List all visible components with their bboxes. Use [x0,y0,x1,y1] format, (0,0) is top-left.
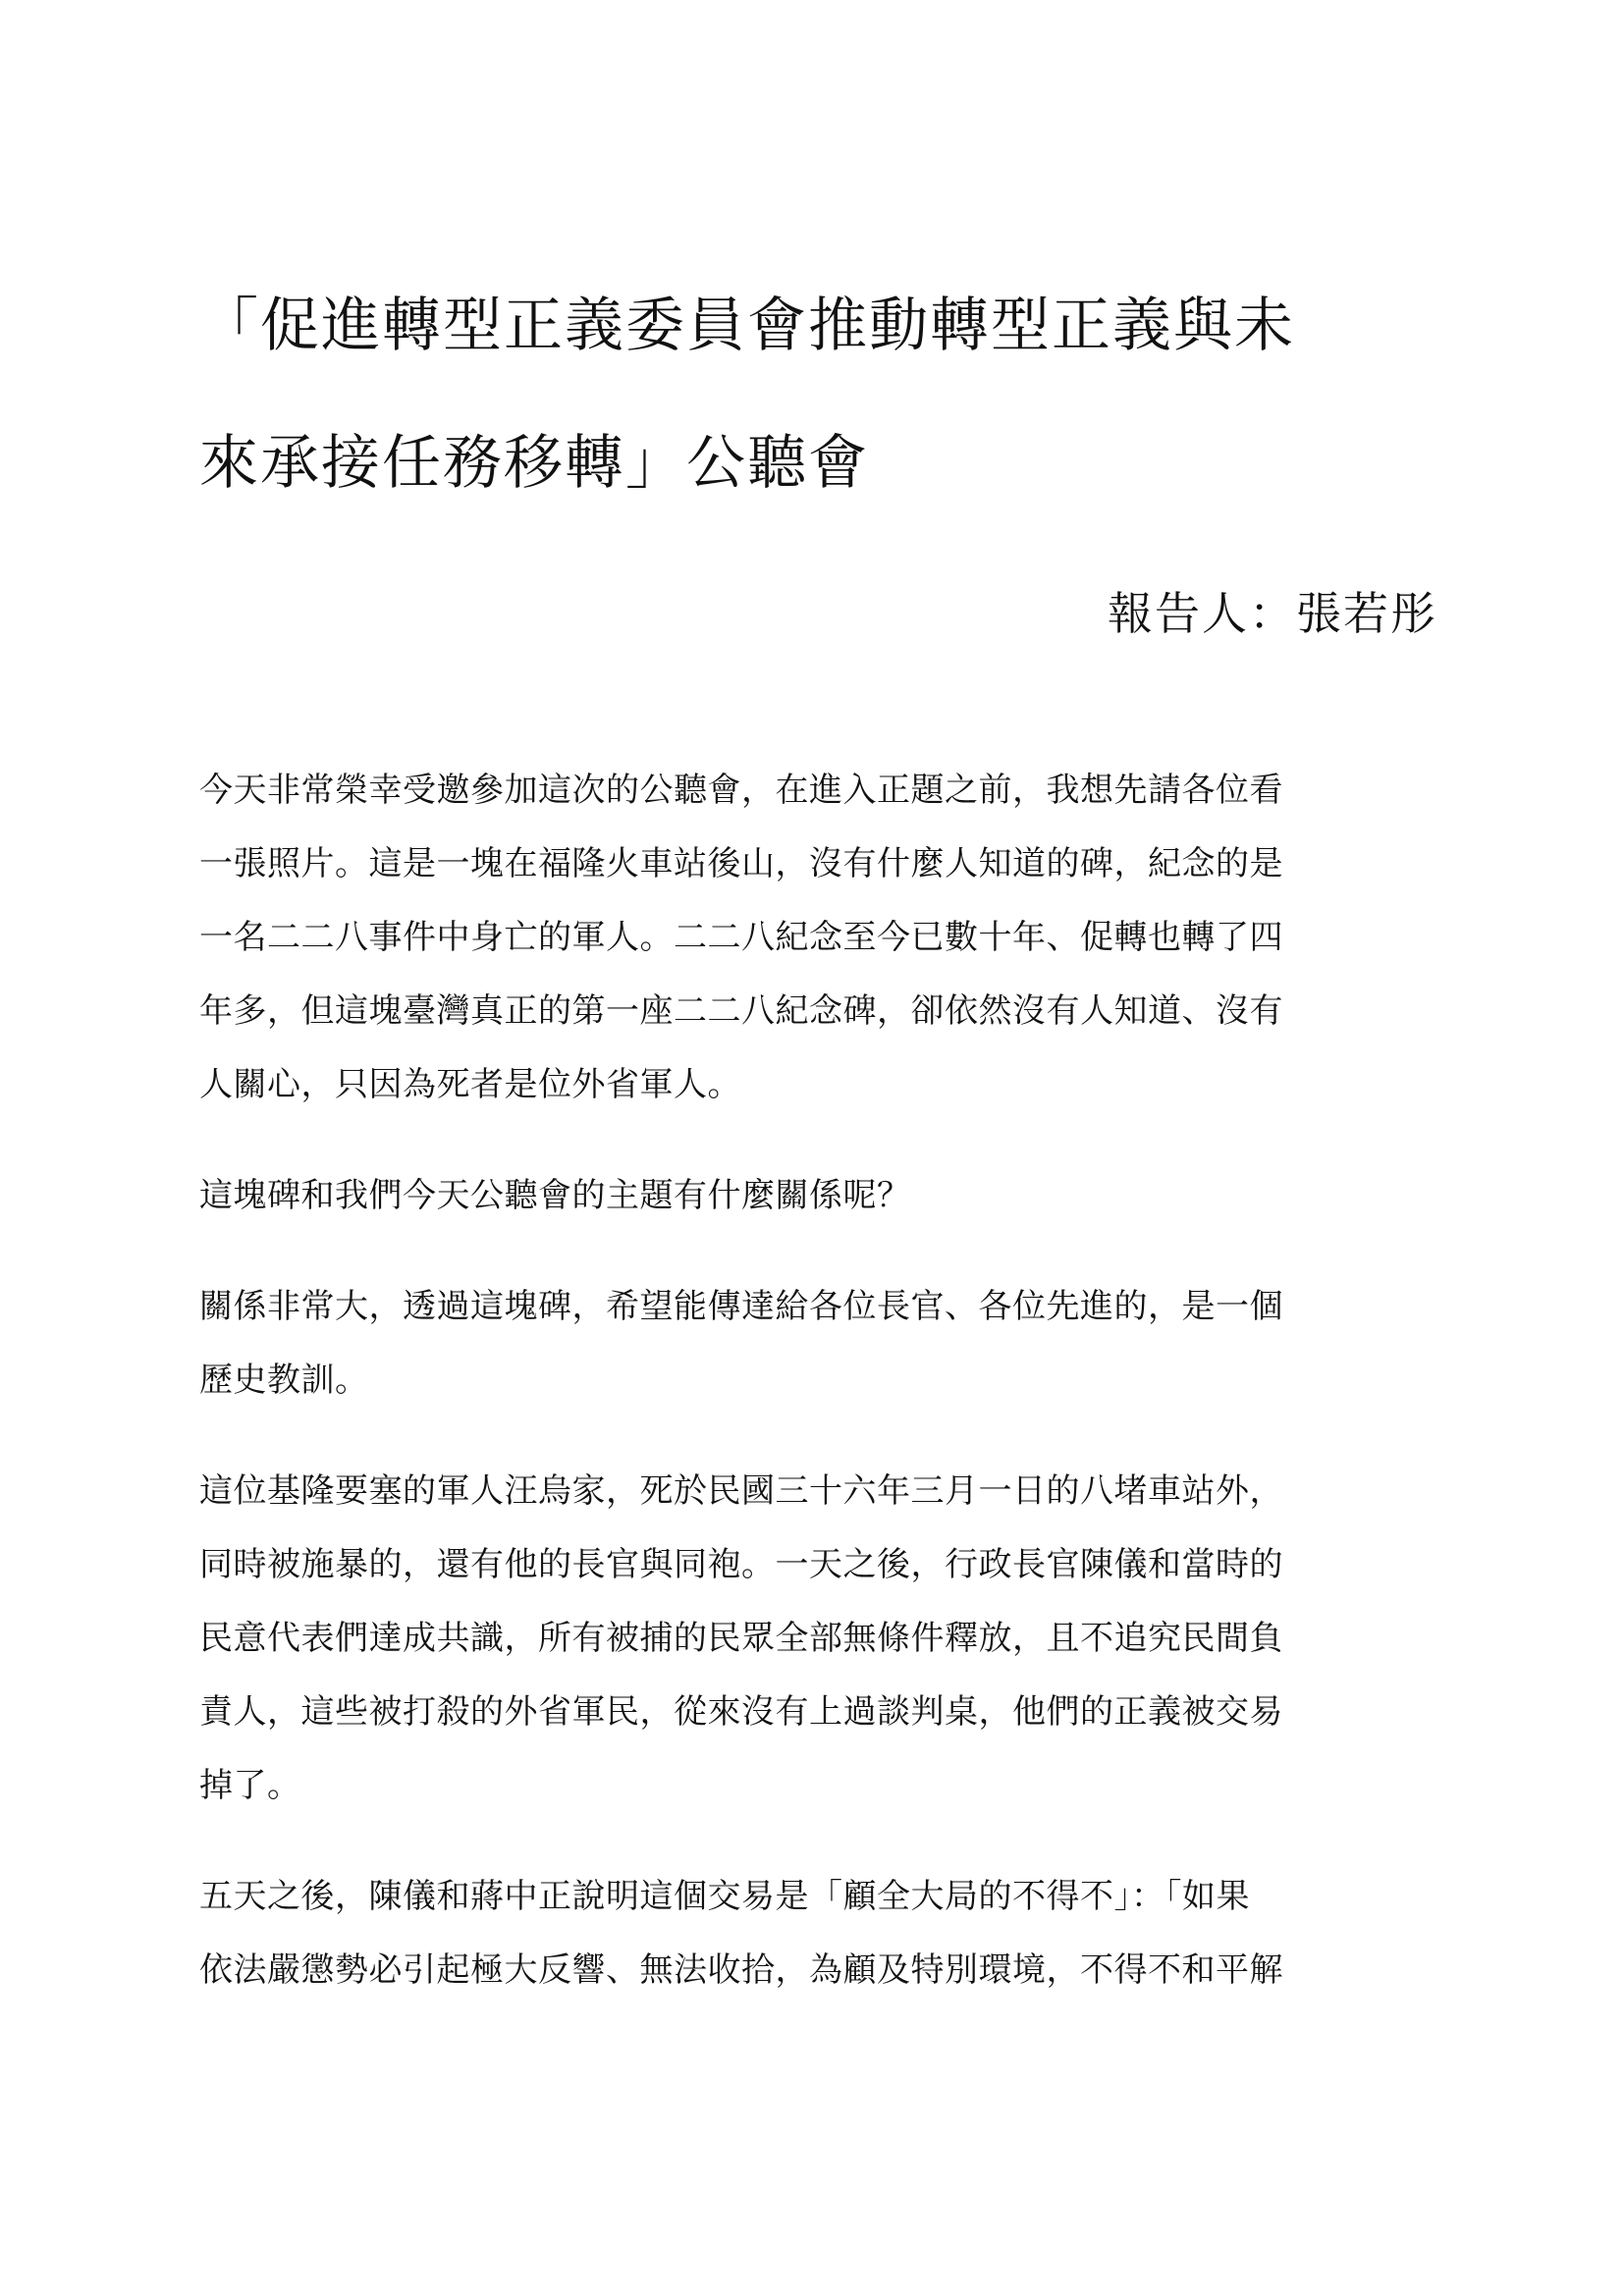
paragraph-line: 一名二二八事件中身亡的軍人。二二八紀念至今已數十年、促轉也轉了四 [199,918,1283,957]
paragraph-line: 五天之後，陳儀和蔣中正說明這個交易是「顧全大局的不得不」：「如果 [199,1877,1250,1916]
paragraph-line: 掉了。 [199,1766,301,1805]
document-title [199,257,1441,532]
paragraph-line: 年多，但這塊臺灣真正的第一座二二八紀念碑，卻依然沒有人知道、沒有 [199,991,1283,1031]
title-line: 來承接任務移轉」公聽會 [199,429,869,498]
paragraph-line: 今天非常榮幸受邀參加這次的公聽會，在進入正題之前，我想先請各位看 [199,771,1283,810]
paragraph-aftermath [199,1860,1438,2007]
paragraph-line: 依法嚴懲勢必引起極大反響、無法收拾，為顧及特別環境，不得不和平解 [199,1950,1283,1990]
paragraph-line: 歷史教訓。 [199,1361,369,1400]
paragraph-intro [199,754,1438,1122]
paragraph-line: 同時被施暴的，還有他的長官與同袍。一天之後，行政長官陳儀和當時的 [199,1545,1283,1584]
paragraph-lesson [199,1270,1438,1417]
document-body [199,754,1438,2045]
reporter-line: 報告人：張若彤 [1108,587,1437,640]
paragraph-question [199,1159,1438,1233]
paragraph-line: 民意代表們達成共識，所有被捕的民眾全部無條件釋放，且不追究民間負 [199,1619,1283,1658]
paragraph-line: 責人，這些被打殺的外省軍民，從來沒有上過談判桌，他們的正義被交易 [199,1692,1283,1732]
title-line: 「促進轉型正義委員會推動轉型正義與未 [199,292,1295,360]
paragraph-line: 這塊碑和我們今天公聽會的主題有什麼關係呢？ [199,1176,911,1215]
paragraph-line: 一張照片。這是一塊在福隆火車站後山，沒有什麼人知道的碑，紀念的是 [199,844,1283,883]
paragraph-history [199,1455,1438,1823]
paragraph-line: 關係非常大，透過這塊碑，希望能傳達給各位長官、各位先進的，是一個 [199,1287,1283,1326]
paragraph-line: 人關心，只因為死者是位外省軍人。 [199,1065,741,1104]
paragraph-line: 這位基隆要塞的軍人汪烏家，死於民國三十六年三月一日的八堵車站外， [199,1471,1283,1511]
